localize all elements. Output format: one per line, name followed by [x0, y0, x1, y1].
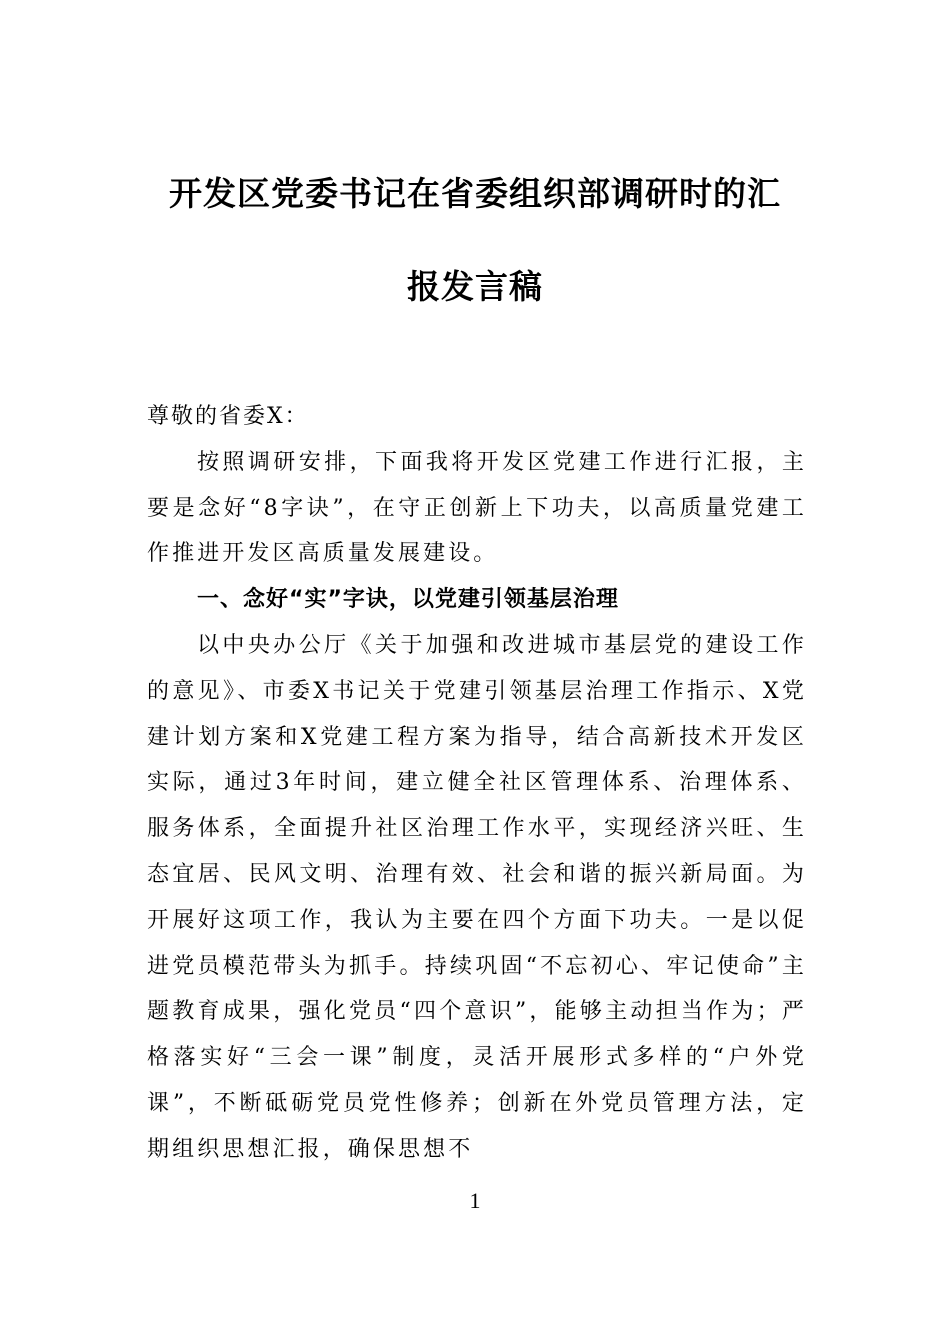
section-1-heading: 一、念好“实”字诀，以党建引领基层治理 — [197, 587, 619, 613]
page-number: 1 — [469, 1188, 481, 1213]
section-1-paragraph: 以中央办公厅《关于加强和改进城市基层党的建设工作的意见》、市委X书记关于党建引领基层治理工作指示、X党建计划方案和X党建工程方案为指导，结合高新技术开发区实际，通过3年时间，建立健全社区管理体系、治理体系、服务体系，全面提升社区治理工作水平，实现经济兴旺、生态宜居、民风文明、治理有效、社会和谐的振兴新局面。为开展好这项工作，我认为主要在四个方面下功夫。一是以促进党员模范带头为抓手。持续巩固“不忘初心、牢记使命”主题教育成果，强化党员“四个意识”，能够主动担当作为；严格落实好“三会一课”制度，灵活开展形式多样的“户外党课”，不断砥砺党员党性修养；创新在外党员管理方法，定期组织思想汇报，确保思想不 — [147, 632, 807, 1162]
document-title-line-1: 开发区党委书记在省委组织部调研时的汇 — [169, 174, 781, 213]
salutation: 尊敬的省委X： — [147, 404, 309, 429]
intro-paragraph: 按照调研安排，下面我将开发区党建工作进行汇报，主要是念好“8字诀”，在守正创新上下功夫，以高质量党建工作推进开发区高质量发展建设。 — [147, 449, 807, 567]
document-title-line-2: 报发言稿 — [407, 267, 543, 306]
document-body — [147, 394, 807, 1173]
